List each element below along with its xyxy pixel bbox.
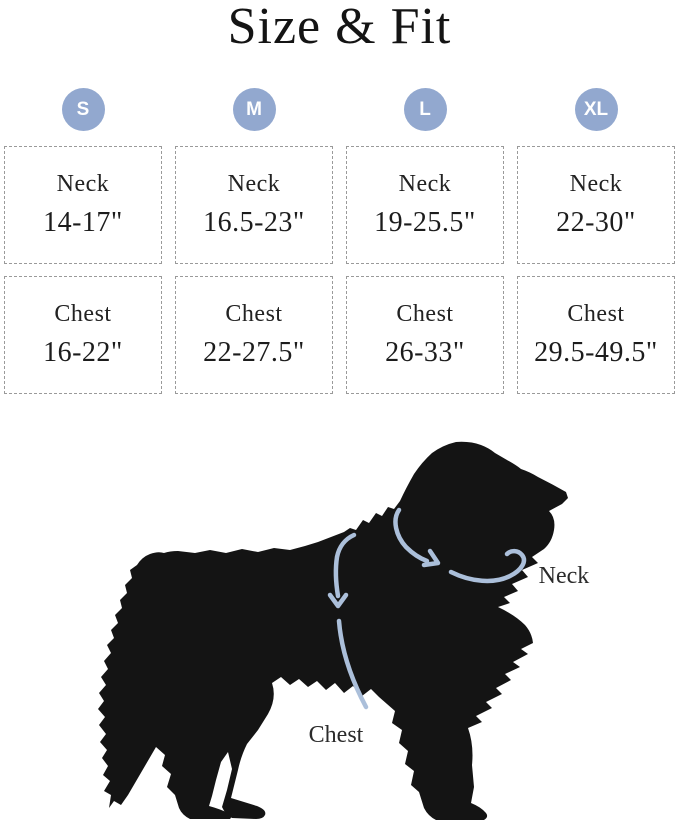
- chest-diagram-label: Chest: [308, 722, 364, 748]
- dog-measurement-diagram: [0, 414, 679, 824]
- neck-cell-label: Neck: [56, 171, 110, 197]
- chest-cell-label: Chest: [225, 301, 283, 327]
- neck-cell-s: [4, 146, 162, 264]
- page-title: Size & Fit: [227, 0, 452, 55]
- chest-cell-value: 29.5-49.5": [534, 337, 658, 368]
- chest-cell-value: 16-22": [43, 337, 123, 368]
- size-badge-m: M: [233, 88, 276, 131]
- dog-silhouette: [98, 442, 568, 820]
- neck-diagram-label: Neck: [538, 563, 590, 589]
- size-badge-s: S: [62, 88, 105, 131]
- chest-cell-label: Chest: [54, 301, 112, 327]
- chest-cell-value: 22-27.5": [203, 337, 305, 368]
- chest-cell-value: 26-33": [385, 337, 465, 368]
- size-badge-xl: XL: [575, 88, 618, 131]
- neck-cell-m: [175, 146, 333, 264]
- neck-row: [4, 146, 675, 264]
- neck-cell-value: 19-25.5": [374, 207, 476, 238]
- chest-cell-label: Chest: [396, 301, 454, 327]
- chest-cell-label: Chest: [567, 301, 625, 327]
- neck-cell-label: Neck: [569, 171, 623, 197]
- neck-cell-xl: [517, 146, 675, 264]
- neck-cell-l: [346, 146, 504, 264]
- neck-cell-value: 14-17": [43, 207, 123, 238]
- size-badge-row: [4, 88, 675, 131]
- neck-cell-label: Neck: [227, 171, 281, 197]
- size-badge-l: L: [404, 88, 447, 131]
- neck-cell-label: Neck: [398, 171, 452, 197]
- chest-cell-l: [346, 276, 504, 394]
- chest-cell-xl: [517, 276, 675, 394]
- chest-cell-s: [4, 276, 162, 394]
- neck-cell-value: 22-30": [556, 207, 636, 238]
- chest-cell-m: [175, 276, 333, 394]
- neck-cell-value: 16.5-23": [203, 207, 305, 238]
- chest-row: [4, 276, 675, 394]
